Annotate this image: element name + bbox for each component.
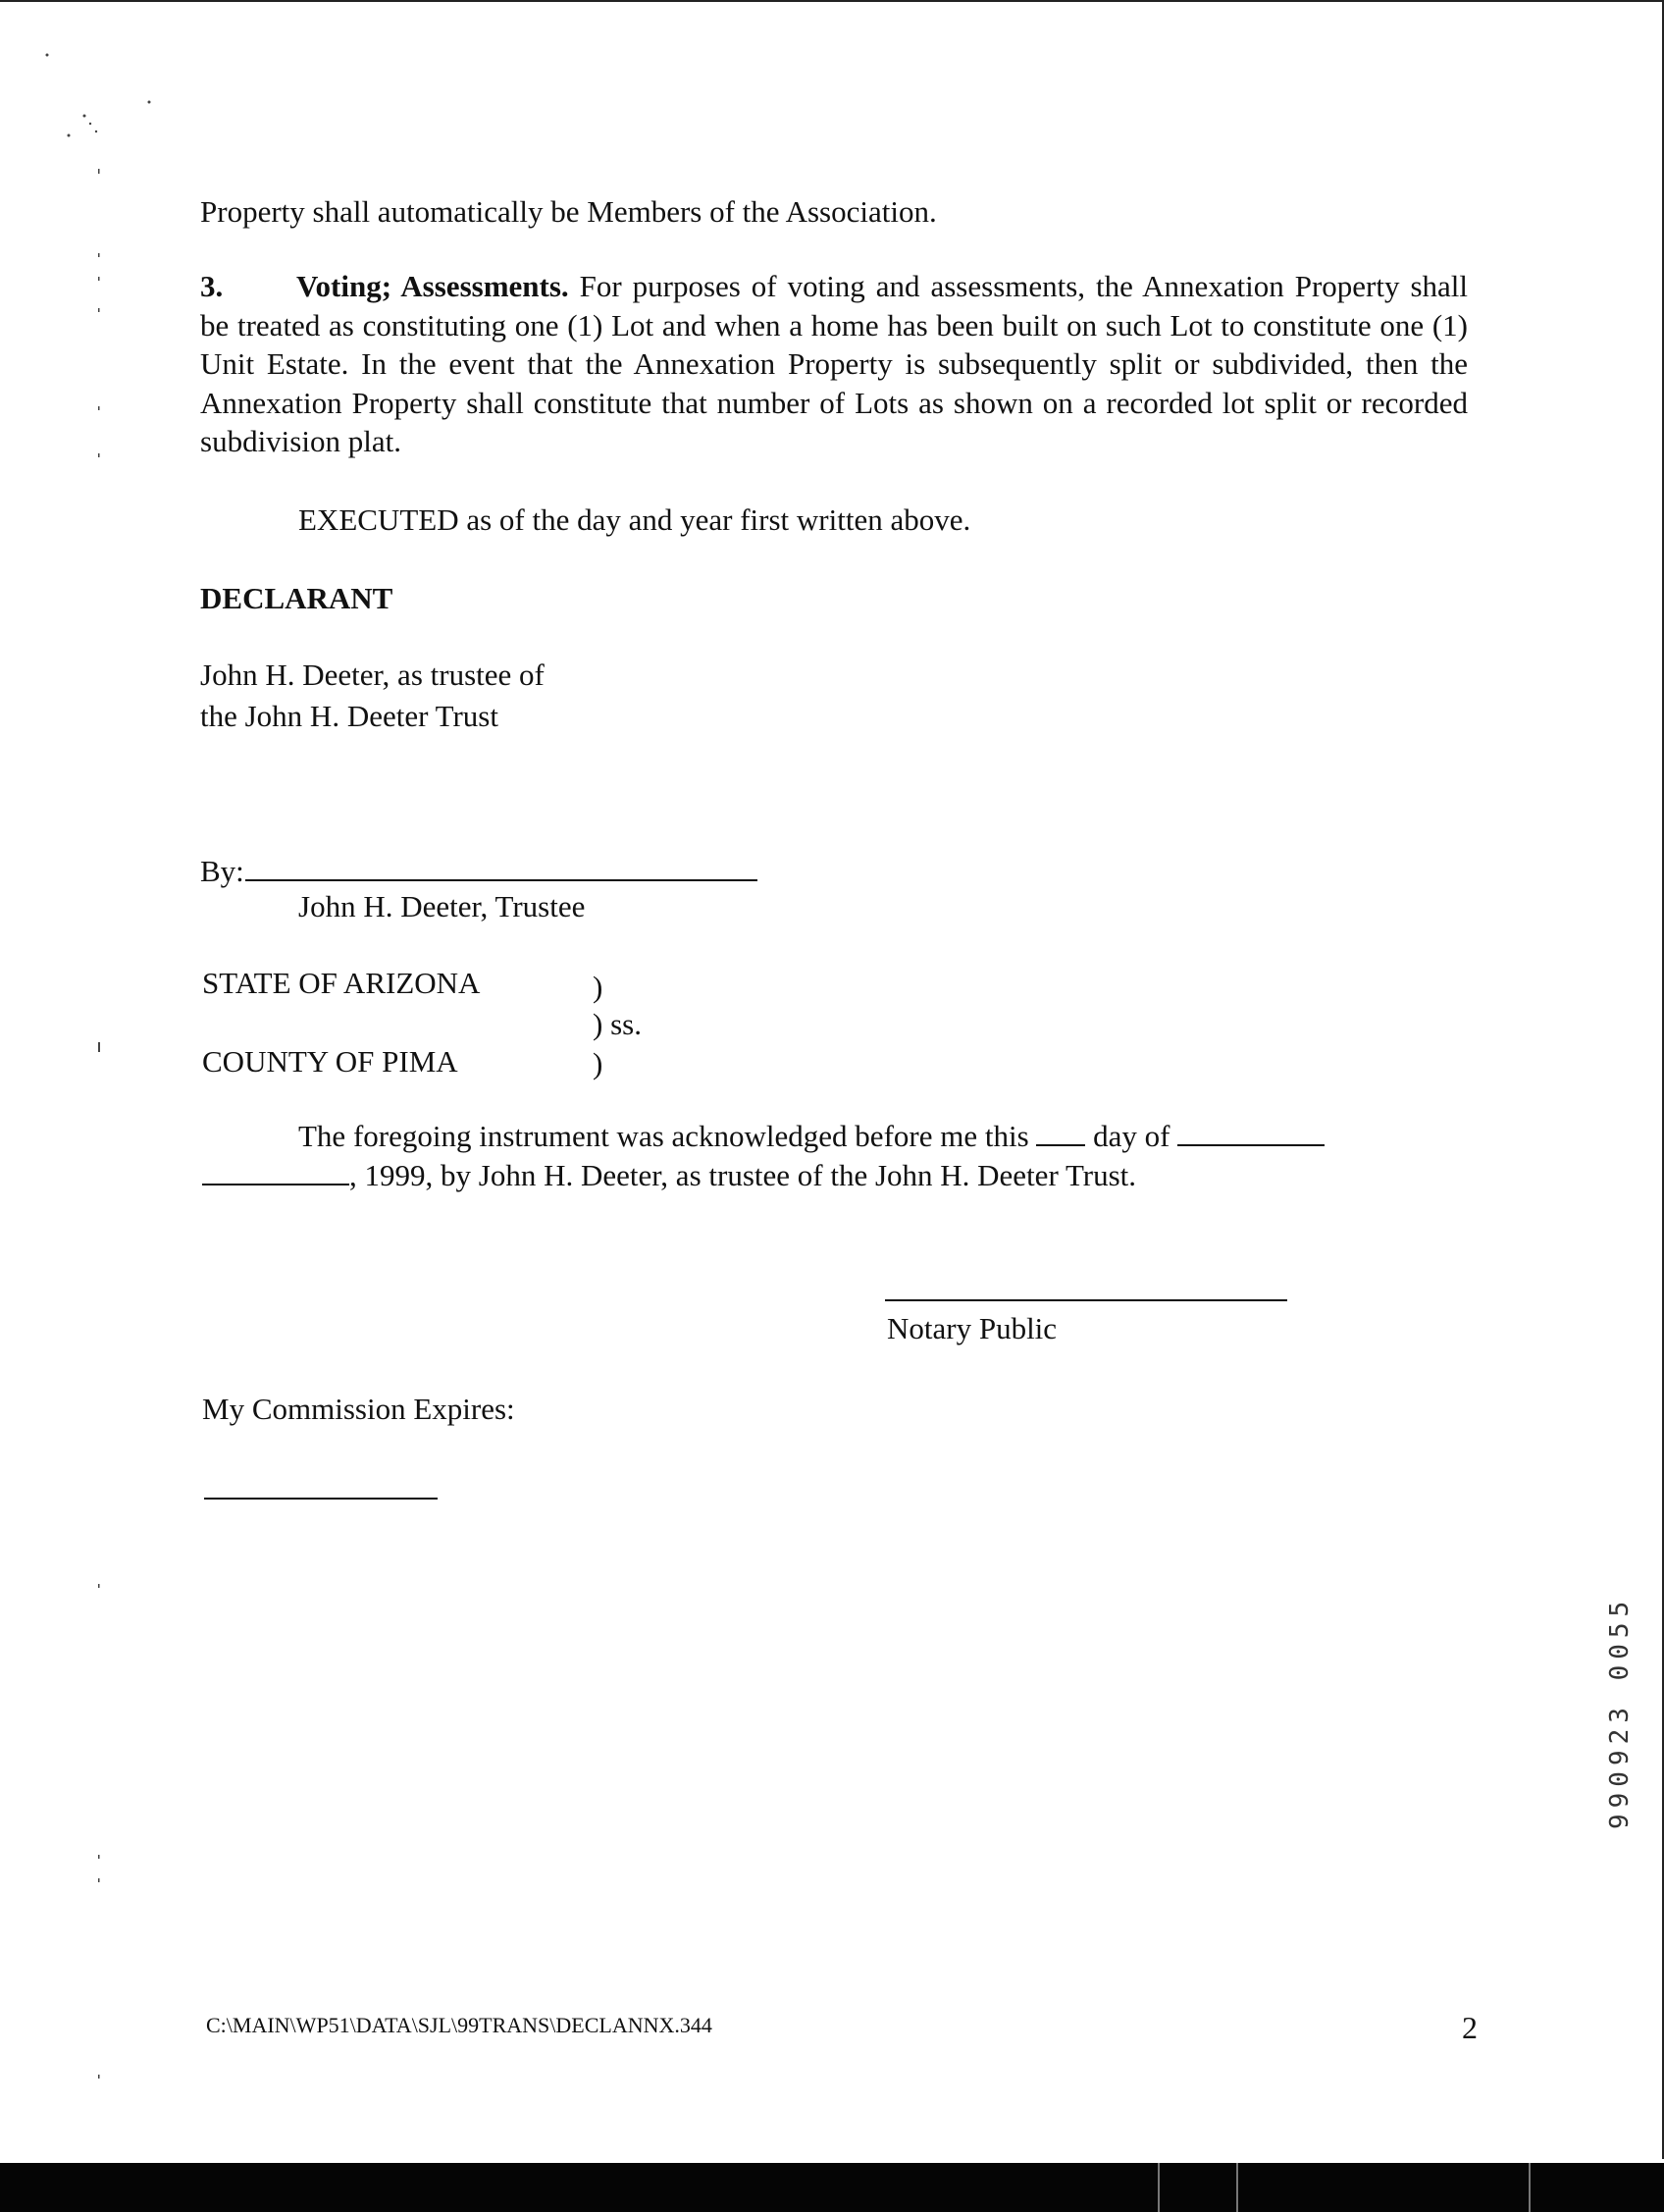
page-number: 2	[1462, 2010, 1478, 2045]
state-paren: )	[593, 970, 603, 1004]
declarant-heading: DECLARANT	[200, 581, 393, 615]
section-3-paragraph	[200, 267, 1468, 461]
declarant-name-line1: John H. Deeter, as trustee of	[200, 658, 545, 692]
day-blank	[1036, 1117, 1085, 1146]
notary-signature-line	[885, 1299, 1287, 1301]
ack-part2: day of	[1093, 1119, 1170, 1153]
notary-label: Notary Public	[887, 1311, 1058, 1345]
scan-bottom-bar	[0, 2163, 1664, 2212]
acknowledgment-line2	[202, 1156, 1136, 1195]
scan-bar-tick	[1158, 2163, 1160, 2212]
section-heading: Voting; Assessments.	[296, 269, 569, 303]
signature-line	[245, 879, 757, 881]
commission-date-line	[204, 1498, 438, 1500]
acknowledgment-line1	[298, 1117, 1325, 1156]
ack-part3: , 1999, by John H. Deeter, as trustee of the John H. Deeter Trust.	[349, 1158, 1137, 1192]
section-number: 3.	[200, 269, 224, 303]
month-blank	[1177, 1117, 1325, 1146]
executed-line: EXECUTED as of the day and year first written above.	[298, 502, 971, 537]
footer-file-path: C:\MAIN\WP51\DATA\SJL\99TRANS\DECLANNX.344	[206, 2013, 712, 2037]
ack-part1: The foregoing instrument was acknowledged before me this	[298, 1119, 1029, 1153]
state-label: STATE OF ARIZONA	[202, 966, 481, 1000]
scan-bar-tick	[1529, 2163, 1531, 2212]
declarant-name-line2: the John H. Deeter Trust	[200, 699, 498, 733]
signatory-name: John H. Deeter, Trustee	[298, 889, 586, 923]
commission-label: My Commission Expires:	[202, 1392, 515, 1426]
county-paren: )	[593, 1046, 603, 1080]
section-body: For purposes of voting and assessments, the Annexation Property shall be treated as constituting one (1) Lot and when a home has been built on such Lot to constitute one (1) Unit Estate. In the event that the Annexation Property is subsequently split or subdivided, then the Annexation Property shall constitute that number of Lots as shown on a recorded lot split or recorded subdivision plat.	[200, 269, 1468, 459]
county-label: COUNTY OF PIMA	[202, 1044, 458, 1079]
opening-line: Property shall automatically be Members of the Association.	[200, 194, 937, 229]
stamp-number: 990923 0055	[1605, 1595, 1635, 1830]
month-blank-cont	[202, 1156, 349, 1185]
ss-label: ) ss.	[593, 1007, 642, 1041]
by-label: By:	[200, 854, 244, 888]
recording-stamp	[1605, 1551, 1635, 1874]
scan-bar-tick	[1236, 2163, 1238, 2212]
